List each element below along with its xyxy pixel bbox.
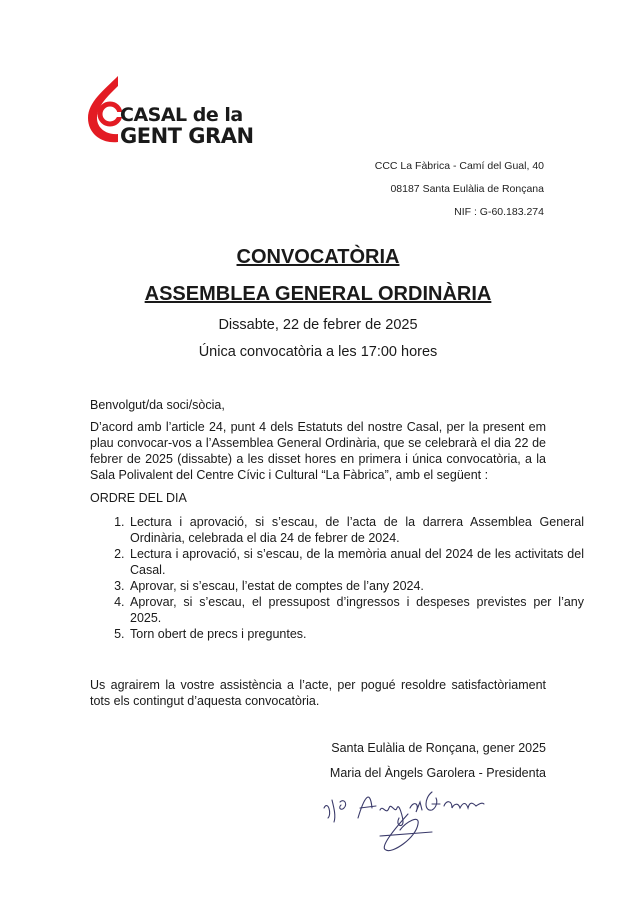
casal-logo [82,72,252,154]
logo-text-line1: CASAL de la [120,104,243,126]
address-line-nif: NIF : G-60.183.274 [454,206,544,218]
intro-paragraph: D’acord amb l’article 24, punt 4 dels Estatuts del nostre Casal, per la present em plau convocar-vos a l’Assemblea General Ordinària, que se celebrarà el dia 22 de febrer de 2025 (dissabte) a les disset hores en primera i única convocatòria, a la Sala Polivalent del Centre Cívic i Cultural “La Fàbrica”, amb el següent : [90,420,546,482]
agenda-item: 1. Lectura i aprovació, si s’escau, de l’acta de la darrera Assemblea General Ordinària, celebrada el dia 24 de febrer de 2024. [128,514,584,546]
address-line-city: 08187 Santa Eulàlia de Ronçana [390,183,544,195]
place-and-date: Santa Eulàlia de Ronçana, gener 2025 [331,741,546,755]
agenda-heading: ORDRE DEL DIA [90,491,187,505]
casal-logo-emblem [82,72,122,154]
meeting-date: Dissabte, 22 de febrer de 2025 [218,317,418,333]
document-title: CONVOCATÒRIA [236,246,400,268]
agenda-item: 5. Torn obert de precs i preguntes. [128,626,584,642]
agenda-item: 4. Aprovar, si s’escau, el pressupost d’ingressos i despeses previstes per l’any 2025. [128,594,584,626]
logo-text-line2: GENT GRAN [120,124,254,148]
agenda-list [90,514,584,642]
handwritten-signature [320,778,500,858]
agenda-item: 2. Lectura i aprovació, si s’escau, de la memòria anual del 2024 de les activitats del Casal. [128,546,584,578]
greeting: Benvolgut/da soci/sòcia, [90,398,225,412]
document-subtitle: ASSEMBLEA GENERAL ORDINÀRIA [144,283,492,305]
closing-paragraph: Us agrairem la vostre assistència a l’acte, per pogué resoldre satisfactòriament tots els contingut d’aquesta convocatòria. [90,678,546,708]
address-line-street: CCC La Fàbrica - Camí del Gual, 40 [374,160,544,172]
meeting-session: Única convocatòria a les 17:00 hores [198,344,438,360]
agenda-item: 3. Aprovar, si s’escau, l’estat de comptes de l’any 2024. [128,578,584,594]
signer-name: Maria del Àngels Garolera - Presidenta [329,766,546,780]
